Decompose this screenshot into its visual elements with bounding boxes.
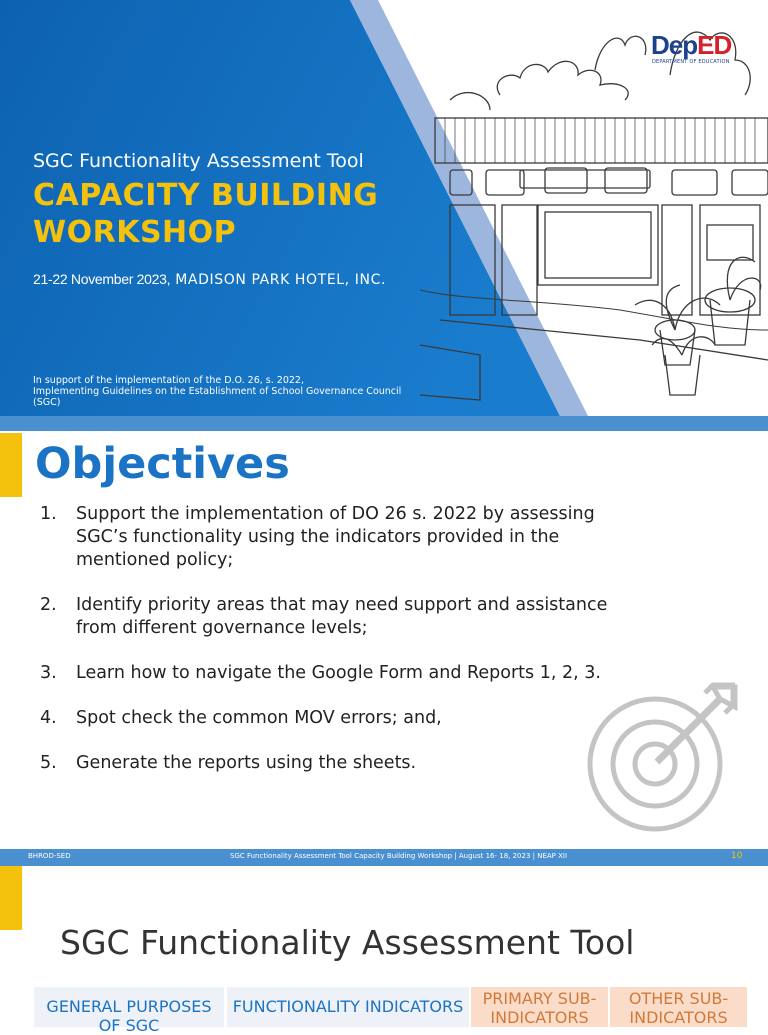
title-slide — [0, 0, 768, 431]
support-statement — [33, 375, 423, 408]
item-number: 4. — [40, 708, 57, 728]
support-line-3: (SGC) — [33, 397, 61, 408]
footer-office: BHROD-SED — [28, 852, 71, 860]
list-item — [40, 752, 630, 775]
footer-event: SGC Functionality Assessment Tool Capacity Building Workshop | August 16- 18, 2023 | NEAP XII — [230, 852, 568, 860]
deped-logo — [651, 30, 746, 70]
event-date: 21-22 November 2023, — [33, 271, 171, 287]
title-slide-heading — [33, 177, 378, 251]
item-number: 5. — [40, 753, 57, 773]
table-header-other-sub-indicators: OTHER SUB-INDICATORS — [610, 987, 747, 1027]
item-text: Identify priority areas that may need support and assistance from different governance levels; — [76, 595, 608, 638]
table-header-general-purposes: GENERAL PURPOSES OF SGC — [34, 987, 224, 1027]
event-date-venue — [33, 271, 386, 288]
item-number: 3. — [40, 663, 57, 683]
target-icon — [585, 679, 740, 834]
page-number: 10 — [731, 851, 743, 861]
objectives-title: Objectives — [35, 439, 290, 489]
objectives-list — [40, 503, 630, 797]
objectives-slide — [0, 431, 768, 866]
list-item — [40, 662, 630, 685]
heading-line-2: WORKSHOP — [33, 215, 237, 250]
accent-bar — [0, 866, 22, 930]
accent-bar — [0, 433, 22, 497]
logo-subtitle: DEPARTMENT OF EDUCATION — [652, 59, 730, 65]
list-item — [40, 503, 630, 572]
table-header-primary-sub-indicators: PRIMARY SUB-INDICATORS — [471, 987, 608, 1027]
title-slide-bottom-strip — [0, 416, 768, 431]
list-item — [40, 594, 630, 640]
support-line-1: In support of the implementation of the D.O. 26, s. 2022, — [33, 375, 304, 386]
item-number: 1. — [40, 504, 57, 524]
item-text: Learn how to navigate the Google Form and Reports 1, 2, 3. — [76, 663, 601, 683]
assessment-tool-slide — [0, 866, 768, 1035]
assessment-tool-title: SGC Functionality Assessment Tool — [60, 923, 635, 962]
item-text: Spot check the common MOV errors; and, — [76, 708, 442, 728]
table-header-functionality-indicators: FUNCTIONALITY INDICATORS — [227, 987, 469, 1027]
item-text: Generate the reports using the sheets. — [76, 753, 417, 773]
logo-dep: Dep — [651, 30, 698, 60]
event-venue: MADISON PARK HOTEL, INC. — [170, 272, 387, 288]
item-text: Support the implementation of DO 26 s. 2022 by assessing SGC’s functionality using the indicators provided in the mentioned policy; — [76, 504, 595, 570]
list-item — [40, 707, 630, 730]
title-slide-subtitle: SGC Functionality Assessment Tool — [33, 150, 364, 172]
heading-line-1: CAPACITY BUILDING — [33, 178, 379, 213]
support-line-2: Implementing Guidelines on the Establishment of School Governance Council — [33, 386, 402, 397]
item-number: 2. — [40, 595, 57, 615]
logo-ed: ED — [697, 30, 732, 60]
